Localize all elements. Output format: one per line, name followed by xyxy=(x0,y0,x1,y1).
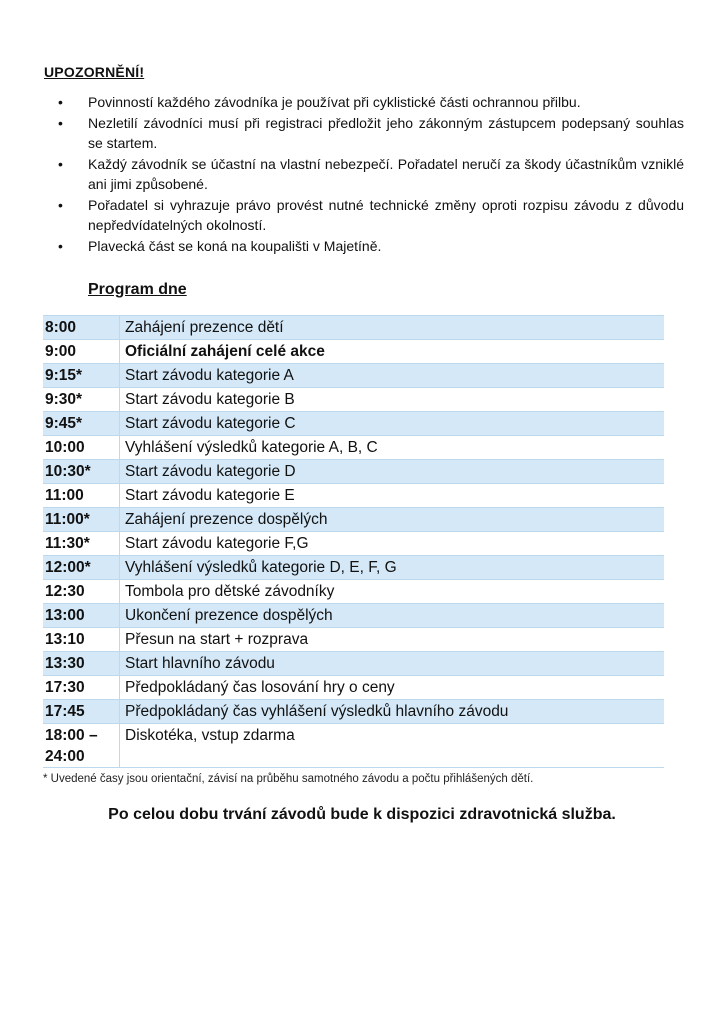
time-line-start: 18:00 – xyxy=(45,727,98,744)
table-row xyxy=(43,508,664,532)
table-row xyxy=(43,412,664,436)
table-row xyxy=(43,556,664,580)
time-cell: 9:15* xyxy=(43,364,120,388)
list-item xyxy=(44,154,684,194)
closing-statement: Po celou dobu trvání závodů bude k dispozici zdravotnická služba. xyxy=(108,806,616,823)
event-cell: Start závodu kategorie D xyxy=(120,460,665,484)
warning-item-text: Plavecká část se koná na koupališti v Majetíně. xyxy=(88,238,382,254)
event-cell: Start závodu kategorie A xyxy=(120,364,665,388)
bullet-icon: • xyxy=(58,94,63,110)
warning-item-text: Nezletilí závodníci musí při registraci předložit jeho zákonným zástupcem podepsaný souhlas se startem. xyxy=(88,115,684,151)
bullet-icon: • xyxy=(58,238,63,254)
event-cell: Start závodu kategorie C xyxy=(120,412,665,436)
time-cell: 10:00 xyxy=(43,436,120,460)
warning-title: UPOZORNĚNÍ! xyxy=(44,64,145,80)
time-cell: 9:45* xyxy=(43,412,120,436)
event-cell: Přesun na start + rozprava xyxy=(120,628,665,652)
table-row xyxy=(43,316,664,340)
table-row xyxy=(43,484,664,508)
event-cell: Zahájení prezence dětí xyxy=(120,316,665,340)
time-cell: 12:30 xyxy=(43,580,120,604)
warning-item-text: Každý závodník se účastní na vlastní nebezpečí. Pořadatel neručí za škody účastníkům vzniklé ani jimi způsobené. xyxy=(88,156,684,192)
table-row xyxy=(43,676,664,700)
event-cell: Start hlavního závodu xyxy=(120,652,665,676)
warning-item-text: Pořadatel si vyhrazuje právo provést nutné technické změny oproti rozpisu závodu z důvodu nepředvídatelných okolností. xyxy=(88,197,684,233)
time-line-end: 24:00 xyxy=(45,748,85,765)
event-cell: Vyhlášení výsledků kategorie A, B, C xyxy=(120,436,665,460)
time-cell: 8:00 xyxy=(43,316,120,340)
warning-item-text: Povinností každého závodníka je používat při cyklistické části ochrannou přilbu. xyxy=(88,94,581,110)
list-item xyxy=(44,195,684,235)
time-cell: 9:30* xyxy=(43,388,120,412)
bullet-icon: • xyxy=(58,115,63,131)
time-cell: 11:30* xyxy=(43,532,120,556)
list-item xyxy=(44,236,684,256)
time-cell: 11:00* xyxy=(43,508,120,532)
list-item xyxy=(44,92,684,112)
time-cell: 11:00 xyxy=(43,484,120,508)
time-cell: 12:00* xyxy=(43,556,120,580)
event-cell: Diskotéka, vstup zdarma xyxy=(120,724,665,768)
schedule-table xyxy=(43,315,664,768)
time-cell: 17:45 xyxy=(43,700,120,724)
table-row xyxy=(43,532,664,556)
table-row xyxy=(43,340,664,364)
list-item xyxy=(44,113,684,153)
event-cell: Oficiální zahájení celé akce xyxy=(120,340,665,364)
table-row xyxy=(43,460,664,484)
event-cell: Ukončení prezence dospělých xyxy=(120,604,665,628)
time-cell: 17:30 xyxy=(43,676,120,700)
time-cell: 10:30* xyxy=(43,460,120,484)
event-cell: Start závodu kategorie B xyxy=(120,388,665,412)
event-cell: Předpokládaný čas losování hry o ceny xyxy=(120,676,665,700)
table-row xyxy=(43,700,664,724)
event-cell: Předpokládaný čas vyhlášení výsledků hlavního závodu xyxy=(120,700,665,724)
table-row xyxy=(43,364,664,388)
table-row xyxy=(43,628,664,652)
event-cell: Start závodu kategorie F,G xyxy=(120,532,665,556)
time-cell xyxy=(43,724,120,768)
bullet-icon: • xyxy=(58,197,63,213)
event-cell: Vyhlášení výsledků kategorie D, E, F, G xyxy=(120,556,665,580)
event-cell: Tombola pro dětské závodníky xyxy=(120,580,665,604)
table-row xyxy=(43,724,664,768)
event-cell: Start závodu kategorie E xyxy=(120,484,665,508)
time-cell: 13:10 xyxy=(43,628,120,652)
event-cell: Zahájení prezence dospělých xyxy=(120,508,665,532)
bullet-icon: • xyxy=(58,156,63,172)
table-row xyxy=(43,604,664,628)
warning-list xyxy=(44,92,684,257)
program-title: Program dne xyxy=(88,281,187,298)
schedule-footnote: * Uvedené časy jsou orientační, závisí na průběhu samotného závodu a počtu přihlášených dětí. xyxy=(43,773,534,785)
table-row xyxy=(43,388,664,412)
time-cell: 13:00 xyxy=(43,604,120,628)
time-cell: 13:30 xyxy=(43,652,120,676)
table-row xyxy=(43,580,664,604)
table-row xyxy=(43,436,664,460)
time-cell: 9:00 xyxy=(43,340,120,364)
table-row xyxy=(43,652,664,676)
